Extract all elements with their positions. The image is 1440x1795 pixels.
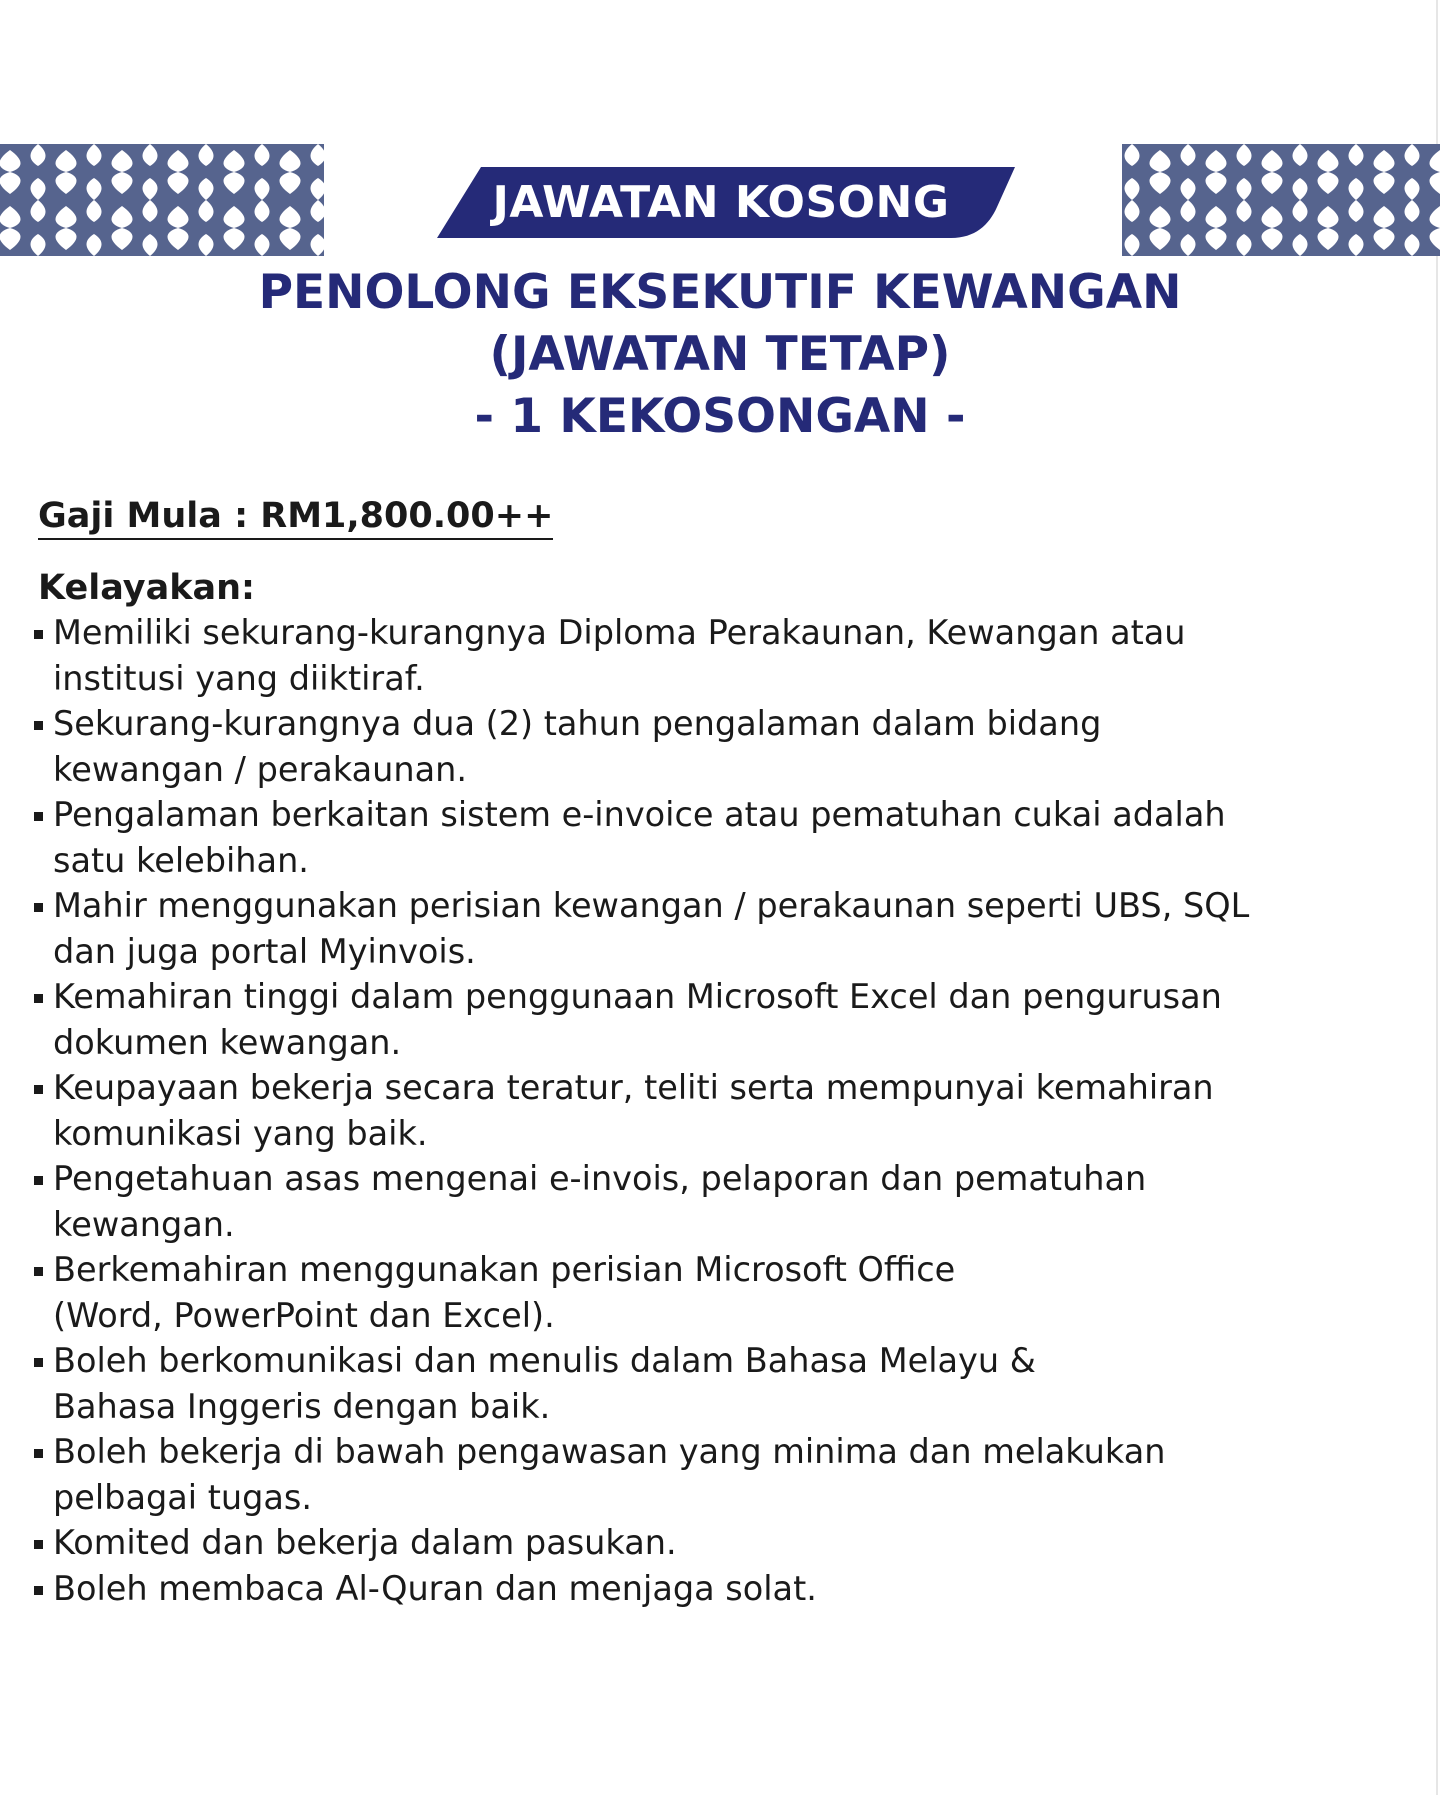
- requirement-item: [30, 610, 1390, 701]
- bullet-icon: [34, 1176, 43, 1185]
- requirement-item: [30, 1566, 1390, 1612]
- bullet-icon: [34, 1358, 43, 1367]
- requirements-heading: Kelayakan:: [38, 568, 256, 608]
- decorative-pattern-right: [1122, 144, 1440, 256]
- requirement-item: [30, 1156, 1390, 1247]
- requirement-text: Pengalaman berkaitan sistem e-invoice atau pematuhan cukai adalah: [53, 795, 1226, 834]
- vacancy-badge: [437, 167, 1015, 238]
- bullet-icon: [34, 1085, 43, 1094]
- requirement-text: dan juga portal Myinvois.: [53, 931, 476, 971]
- requirement-text: Berkemahiran menggunakan perisian Microsoft Office: [53, 1250, 956, 1289]
- requirement-item: [30, 974, 1390, 1065]
- job-title-line-2: (JAWATAN TETAP): [489, 327, 951, 382]
- requirement-item: [30, 792, 1390, 883]
- requirement-text: pelbagai tugas.: [53, 1477, 312, 1517]
- bullet-icon: [34, 812, 43, 821]
- requirements-list: [30, 610, 1390, 1611]
- requirement-text: Keupayaan bekerja secara teratur, teliti serta mempunyai kemahiran: [53, 1068, 1214, 1107]
- requirement-text: dokumen kewangan.: [53, 1022, 402, 1062]
- requirement-item: [30, 1247, 1390, 1338]
- decorative-pattern-left: [0, 144, 324, 256]
- bullet-icon: [34, 1449, 43, 1458]
- job-title-line-3: - 1 KEKOSONGAN -: [474, 389, 966, 444]
- requirement-text: Memiliki sekurang-kurangnya Diploma Perakaunan, Kewangan atau: [53, 613, 1186, 652]
- bullet-icon: [34, 903, 43, 912]
- bullet-icon: [34, 1267, 43, 1276]
- requirement-item: [30, 1429, 1390, 1520]
- pattern-left-svg: [0, 144, 324, 256]
- job-title: [0, 262, 1440, 448]
- bullet-icon: [34, 1540, 43, 1549]
- requirement-item: [30, 701, 1390, 792]
- requirement-item: [30, 883, 1390, 974]
- requirement-text: Komited dan bekerja dalam pasukan.: [53, 1523, 677, 1562]
- pattern-right-svg: [1122, 144, 1440, 256]
- bullet-icon: [34, 630, 43, 639]
- job-title-line-1: PENOLONG EKSEKUTIF KEWANGAN: [258, 265, 1182, 320]
- requirement-text: komunikasi yang baik.: [53, 1113, 428, 1153]
- requirement-text: kewangan / perakaunan.: [53, 749, 467, 789]
- requirement-text: Kemahiran tinggi dalam penggunaan Microsoft Excel dan pengurusan: [53, 977, 1222, 1016]
- requirement-text: institusi yang diiktiraf.: [53, 658, 425, 698]
- requirement-item: [30, 1338, 1390, 1429]
- requirement-text: satu kelebihan.: [53, 840, 309, 880]
- requirement-text: Boleh berkomunikasi dan menulis dalam Bahasa Melayu &: [53, 1341, 1036, 1380]
- badge-label: JAWATAN KOSONG: [492, 177, 950, 228]
- requirement-text: Bahasa Inggeris dengan baik.: [53, 1386, 551, 1426]
- requirement-text: Boleh membaca Al-Quran dan menjaga solat.: [53, 1568, 817, 1608]
- requirement-text: Pengetahuan asas mengenai e-invois, pelaporan dan pematuhan: [53, 1159, 1147, 1198]
- bullet-icon: [34, 721, 43, 730]
- requirement-text: (Word, PowerPoint dan Excel).: [53, 1295, 555, 1335]
- requirement-text: Sekurang-kurangnya dua (2) tahun pengalaman dalam bidang: [53, 704, 1102, 743]
- requirement-text: Mahir menggunakan perisian kewangan / perakaunan seperti UBS, SQL: [53, 886, 1250, 925]
- requirement-text: kewangan.: [53, 1204, 235, 1244]
- requirement-item: [30, 1520, 1390, 1566]
- requirement-item: [30, 1065, 1390, 1156]
- starting-salary: Gaji Mula : RM1,800.00++: [38, 494, 553, 540]
- bullet-icon: [34, 1586, 43, 1595]
- bullet-icon: [34, 994, 43, 1003]
- requirement-text: Boleh bekerja di bawah pengawasan yang minima dan melakukan: [53, 1432, 1166, 1471]
